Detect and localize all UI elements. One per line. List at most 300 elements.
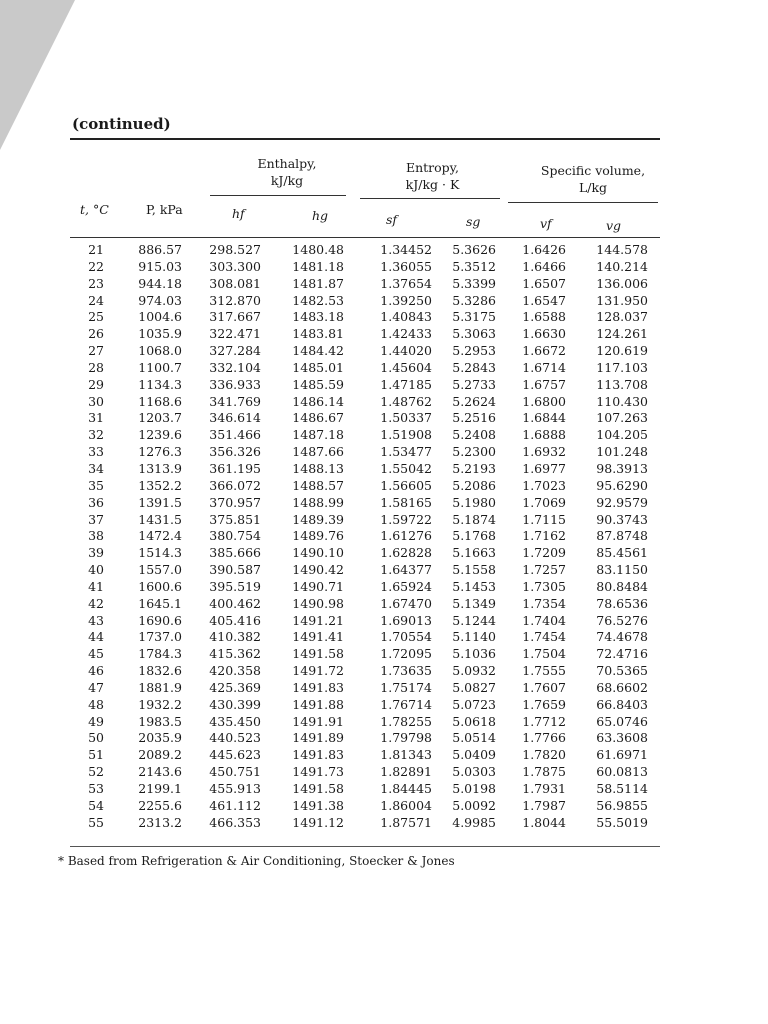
cell-vg: 140.214 <box>596 258 648 274</box>
cell-vf: 1.6630 <box>522 326 566 342</box>
cell-sf: 1.70554 <box>380 629 432 645</box>
cell-p: 2199.1 <box>138 781 182 796</box>
col-header-hf: hf <box>232 206 245 221</box>
cell-sg: 5.3175 <box>452 309 496 325</box>
cell-p: 1881.9 <box>138 679 182 695</box>
cell-sg: 5.2733 <box>452 376 496 392</box>
cell-vf: 1.7607 <box>522 679 566 695</box>
cell-vf: 1.6588 <box>522 309 566 325</box>
cell-sg: 5.0409 <box>452 747 496 763</box>
entropy-header <box>375 159 490 193</box>
cell-sf: 1.53477 <box>380 444 432 460</box>
cell-t: 25 <box>88 309 104 325</box>
cell-t: 33 <box>88 444 104 460</box>
cell-t: 40 <box>88 562 104 578</box>
cell-p: 1276.3 <box>138 444 182 460</box>
cell-t: 27 <box>88 343 104 359</box>
cell-sf: 1.62828 <box>380 545 432 561</box>
cell-vg: 61.6971 <box>596 747 648 763</box>
cell-vg: 120.619 <box>596 343 648 359</box>
cell-sf: 1.55042 <box>380 460 432 476</box>
cell-hg: 1490.10 <box>292 545 344 561</box>
cell-sf: 1.65924 <box>380 578 432 594</box>
cell-t: 32 <box>88 427 104 443</box>
cell-hf: 361.195 <box>209 460 261 476</box>
cell-hf: 440.523 <box>209 730 261 746</box>
cell-p: 886.57 <box>138 242 182 257</box>
cell-sg: 5.2193 <box>452 460 496 476</box>
cell-t: 52 <box>88 764 104 780</box>
cell-vg: 58.5114 <box>596 781 648 796</box>
cell-hf: 380.754 <box>209 528 261 544</box>
cell-vg: 65.0746 <box>596 713 648 729</box>
cell-hf: 390.587 <box>209 562 261 578</box>
cell-vg: 78.6536 <box>596 595 648 611</box>
entropy-header-label: Entropy, <box>405 160 460 175</box>
cell-hf: 450.751 <box>209 764 261 780</box>
cell-p: 1134.3 <box>138 376 182 392</box>
cell-hg: 1482.53 <box>292 292 344 308</box>
cell-sf: 1.58165 <box>380 494 432 510</box>
cell-sf: 1.78255 <box>380 713 432 729</box>
specific-volume-header-unit: L/kg <box>578 180 608 195</box>
cell-hf: 308.081 <box>209 275 261 291</box>
cell-sf: 1.44020 <box>380 343 432 359</box>
cell-hf: 317.667 <box>209 309 261 325</box>
cell-hg: 1480.48 <box>292 242 344 257</box>
cell-hf: 336.933 <box>209 376 261 392</box>
cell-t: 28 <box>88 359 104 375</box>
cell-vg: 98.3913 <box>596 460 648 476</box>
cell-p: 1645.1 <box>138 595 182 611</box>
cell-hg: 1488.99 <box>292 494 344 510</box>
cell-hf: 435.450 <box>209 713 261 729</box>
cell-sf: 1.73635 <box>380 663 432 679</box>
cell-sg: 5.1663 <box>452 545 496 561</box>
cell-sg: 5.2624 <box>452 393 496 409</box>
entropy-header-unit: kJ/kg · K <box>405 177 460 192</box>
cell-hg: 1483.18 <box>292 309 344 325</box>
cell-t: 55 <box>88 814 104 830</box>
cell-hg: 1481.87 <box>292 275 344 291</box>
cell-t: 26 <box>88 326 104 342</box>
cell-vf: 1.7875 <box>522 764 566 780</box>
cell-vg: 117.103 <box>596 359 648 375</box>
cell-hf: 356.326 <box>209 444 261 460</box>
cell-sg: 5.0932 <box>452 663 496 679</box>
cell-hf: 346.614 <box>209 410 261 426</box>
cell-p: 1472.4 <box>138 528 182 544</box>
cell-sg: 5.2300 <box>452 444 496 460</box>
cell-sg: 5.1558 <box>452 562 496 578</box>
cell-p: 1100.7 <box>138 359 182 375</box>
cell-vf: 1.6757 <box>522 376 566 392</box>
cell-vf: 1.7162 <box>522 528 566 544</box>
cell-hg: 1491.83 <box>292 747 344 763</box>
cell-t: 35 <box>88 477 104 493</box>
cell-t: 29 <box>88 376 104 392</box>
cell-vf: 1.7354 <box>522 595 566 611</box>
cell-hf: 322.471 <box>209 326 261 342</box>
col-header-sf: sf <box>386 212 398 227</box>
cell-hf: 327.284 <box>209 343 261 359</box>
cell-sg: 5.3512 <box>452 258 496 274</box>
cell-hf: 370.957 <box>209 494 261 510</box>
cell-vg: 144.578 <box>596 242 648 257</box>
cell-vf: 1.7820 <box>522 747 566 763</box>
cell-vf: 1.8044 <box>522 814 566 830</box>
cell-t: 37 <box>88 511 104 527</box>
cell-hg: 1491.38 <box>292 797 344 813</box>
cell-p: 1932.2 <box>138 696 182 712</box>
cell-vg: 87.8748 <box>596 528 648 544</box>
cell-vg: 90.3743 <box>596 511 648 527</box>
cell-vf: 1.6888 <box>522 427 566 443</box>
column-p <box>120 242 182 832</box>
cell-p: 2035.9 <box>138 730 182 746</box>
cell-vf: 1.7931 <box>522 781 566 796</box>
enthalpy-header-label: Enthalpy, <box>257 156 317 171</box>
cell-p: 1784.3 <box>138 646 182 662</box>
cell-hf: 405.416 <box>209 612 261 628</box>
cell-p: 2255.6 <box>138 797 182 813</box>
cell-p: 1068.0 <box>138 343 182 359</box>
cell-t: 43 <box>88 612 104 628</box>
cell-sf: 1.67470 <box>380 595 432 611</box>
cell-vg: 80.8484 <box>596 578 648 594</box>
specific-volume-header <box>518 162 668 196</box>
cell-hf: 332.104 <box>209 359 261 375</box>
cell-t: 24 <box>88 292 104 308</box>
cell-vg: 63.3608 <box>596 730 648 746</box>
cell-hg: 1485.01 <box>292 359 344 375</box>
enthalpy-header-unit: kJ/kg <box>270 173 304 188</box>
cell-vg: 104.205 <box>596 427 648 443</box>
cell-hf: 445.623 <box>209 747 261 763</box>
cell-sg: 5.1980 <box>452 494 496 510</box>
cell-sf: 1.37654 <box>380 275 432 291</box>
column-vf <box>508 242 566 832</box>
cell-p: 2089.2 <box>138 747 182 763</box>
table-header-rule <box>70 237 660 238</box>
cell-sg: 5.1453 <box>452 578 496 594</box>
cell-vf: 1.6672 <box>522 343 566 359</box>
cell-sf: 1.87571 <box>380 814 432 830</box>
cell-sf: 1.39250 <box>380 292 432 308</box>
cell-t: 44 <box>88 629 104 645</box>
cell-sg: 5.2953 <box>452 343 496 359</box>
cell-hf: 425.369 <box>209 679 261 695</box>
cell-vg: 56.9855 <box>596 797 648 813</box>
cell-t: 34 <box>88 460 104 476</box>
cell-vf: 1.6977 <box>522 460 566 476</box>
column-vg <box>584 242 648 832</box>
enthalpy-header-rule <box>210 195 346 196</box>
cell-hg: 1485.59 <box>292 376 344 392</box>
cell-sf: 1.51908 <box>380 427 432 443</box>
cell-vf: 1.7504 <box>522 646 566 662</box>
cell-vg: 72.4716 <box>596 646 648 662</box>
cell-hg: 1491.73 <box>292 764 344 780</box>
cell-hf: 415.362 <box>209 646 261 662</box>
cell-vf: 1.7555 <box>522 663 566 679</box>
cell-p: 1391.5 <box>138 494 182 510</box>
cell-hg: 1488.57 <box>292 477 344 493</box>
cell-t: 36 <box>88 494 104 510</box>
cell-sg: 5.0303 <box>452 764 496 780</box>
page-title: (continued) <box>72 115 171 133</box>
cell-hg: 1491.41 <box>292 629 344 645</box>
column-t <box>60 242 104 832</box>
cell-sf: 1.79798 <box>380 730 432 746</box>
cell-p: 1239.6 <box>138 427 182 443</box>
cell-vf: 1.6844 <box>522 410 566 426</box>
cell-sf: 1.47185 <box>380 376 432 392</box>
cell-t: 30 <box>88 393 104 409</box>
cell-hg: 1491.88 <box>292 696 344 712</box>
cell-sf: 1.75174 <box>380 679 432 695</box>
cell-vf: 1.7659 <box>522 696 566 712</box>
cell-hf: 312.870 <box>209 292 261 308</box>
cell-vg: 136.006 <box>596 275 648 291</box>
cell-t: 47 <box>88 679 104 695</box>
column-sg <box>440 242 496 832</box>
cell-hg: 1489.39 <box>292 511 344 527</box>
cell-sg: 5.2408 <box>452 427 496 443</box>
cell-vg: 76.5276 <box>596 612 648 628</box>
cell-sf: 1.64377 <box>380 562 432 578</box>
cell-sg: 4.9985 <box>452 814 496 830</box>
cell-sf: 1.82891 <box>380 764 432 780</box>
cell-vg: 70.5365 <box>596 663 648 679</box>
cell-sg: 5.3626 <box>452 242 496 257</box>
cell-p: 1352.2 <box>138 477 182 493</box>
specific-volume-header-rule <box>508 202 658 203</box>
cell-sg: 5.2086 <box>452 477 496 493</box>
cell-sf: 1.50337 <box>380 410 432 426</box>
cell-sf: 1.48762 <box>380 393 432 409</box>
cell-t: 38 <box>88 528 104 544</box>
cell-t: 48 <box>88 696 104 712</box>
cell-vf: 1.7023 <box>522 477 566 493</box>
cell-hf: 351.466 <box>209 427 261 443</box>
cell-sg: 5.1140 <box>452 629 496 645</box>
cell-hg: 1488.13 <box>292 460 344 476</box>
page-corner-shadow <box>0 0 75 150</box>
cell-hg: 1491.72 <box>292 663 344 679</box>
cell-sf: 1.42433 <box>380 326 432 342</box>
cell-vf: 1.7115 <box>522 511 566 527</box>
cell-sg: 5.1036 <box>452 646 496 662</box>
cell-vg: 124.261 <box>596 326 648 342</box>
cell-vg: 55.5019 <box>596 814 648 830</box>
cell-p: 915.03 <box>138 258 182 274</box>
cell-hg: 1490.42 <box>292 562 344 578</box>
cell-hg: 1481.18 <box>292 258 344 274</box>
cell-hf: 298.527 <box>209 242 261 257</box>
cell-sf: 1.86004 <box>380 797 432 813</box>
cell-t: 50 <box>88 730 104 746</box>
col-header-p: P, kPa <box>146 202 183 217</box>
cell-vf: 1.7987 <box>522 797 566 813</box>
column-sf <box>366 242 432 832</box>
cell-sg: 5.2843 <box>452 359 496 375</box>
enthalpy-header <box>232 155 342 189</box>
cell-sg: 5.2516 <box>452 410 496 426</box>
cell-sg: 5.1349 <box>452 595 496 611</box>
col-header-vg: vg <box>606 218 622 233</box>
cell-vf: 1.6800 <box>522 393 566 409</box>
cell-hf: 366.072 <box>209 477 261 493</box>
cell-vg: 95.6290 <box>596 477 648 493</box>
cell-p: 1690.6 <box>138 612 182 628</box>
cell-hg: 1491.58 <box>292 781 344 796</box>
cell-sg: 5.0618 <box>452 713 496 729</box>
cell-vg: 68.6602 <box>596 679 648 695</box>
cell-p: 1313.9 <box>138 460 182 476</box>
cell-vf: 1.6426 <box>522 242 566 257</box>
cell-sf: 1.81343 <box>380 747 432 763</box>
cell-vg: 107.263 <box>596 410 648 426</box>
cell-t: 45 <box>88 646 104 662</box>
cell-t: 49 <box>88 713 104 729</box>
cell-t: 23 <box>88 275 104 291</box>
cell-t: 54 <box>88 797 104 813</box>
cell-sg: 5.3063 <box>452 326 496 342</box>
cell-hg: 1491.58 <box>292 646 344 662</box>
cell-sg: 5.0198 <box>452 781 496 796</box>
cell-t: 53 <box>88 781 104 796</box>
cell-p: 1004.6 <box>138 309 182 325</box>
cell-vf: 1.7069 <box>522 494 566 510</box>
cell-sg: 5.3399 <box>452 275 496 291</box>
cell-hf: 461.112 <box>209 797 261 813</box>
cell-vf: 1.6547 <box>522 292 566 308</box>
cell-p: 1600.6 <box>138 578 182 594</box>
cell-t: 51 <box>88 747 104 763</box>
cell-vf: 1.7404 <box>522 612 566 628</box>
cell-p: 1035.9 <box>138 326 182 342</box>
cell-p: 1203.7 <box>138 410 182 426</box>
cell-vg: 113.708 <box>596 376 648 392</box>
cell-vf: 1.7766 <box>522 730 566 746</box>
entropy-header-rule <box>360 198 500 199</box>
cell-sg: 5.0092 <box>452 797 496 813</box>
cell-vg: 60.0813 <box>596 764 648 780</box>
col-header-hg: hg <box>312 208 329 223</box>
cell-vf: 1.7257 <box>522 562 566 578</box>
cell-sg: 5.1874 <box>452 511 496 527</box>
column-hg <box>278 242 344 832</box>
cell-hf: 466.353 <box>209 814 261 830</box>
cell-p: 1431.5 <box>138 511 182 527</box>
footnote: * Based from Refrigeration & Air Conditioning, Stoecker & Jones <box>58 854 455 868</box>
table-bottom-rule <box>70 846 660 847</box>
cell-sf: 1.72095 <box>380 646 432 662</box>
cell-hf: 430.399 <box>209 696 261 712</box>
cell-t: 46 <box>88 663 104 679</box>
column-hf <box>196 242 261 832</box>
cell-hf: 303.300 <box>209 258 261 274</box>
cell-sf: 1.69013 <box>380 612 432 628</box>
cell-t: 22 <box>88 258 104 274</box>
cell-hg: 1491.83 <box>292 679 344 695</box>
cell-p: 1514.3 <box>138 545 182 561</box>
col-header-t: t, °C <box>80 202 109 217</box>
cell-vf: 1.7454 <box>522 629 566 645</box>
cell-vg: 74.4678 <box>596 629 648 645</box>
cell-hg: 1483.81 <box>292 326 344 342</box>
cell-vg: 92.9579 <box>596 494 648 510</box>
cell-sf: 1.84445 <box>380 781 432 796</box>
cell-hg: 1490.71 <box>292 578 344 594</box>
cell-hg: 1491.89 <box>292 730 344 746</box>
cell-vf: 1.7712 <box>522 713 566 729</box>
cell-hf: 420.358 <box>209 663 261 679</box>
cell-vf: 1.6714 <box>522 359 566 375</box>
cell-p: 1737.0 <box>138 629 182 645</box>
cell-sf: 1.45604 <box>380 359 432 375</box>
cell-vg: 128.037 <box>596 309 648 325</box>
cell-t: 41 <box>88 578 104 594</box>
cell-vg: 110.430 <box>596 393 648 409</box>
col-header-sg: sg <box>466 214 481 229</box>
cell-hg: 1486.14 <box>292 393 344 409</box>
cell-vg: 101.248 <box>596 444 648 460</box>
cell-vg: 66.8403 <box>596 696 648 712</box>
col-header-vf: vf <box>540 216 552 231</box>
cell-t: 31 <box>88 410 104 426</box>
cell-vf: 1.7305 <box>522 578 566 594</box>
cell-hg: 1489.76 <box>292 528 344 544</box>
cell-p: 2143.6 <box>138 764 182 780</box>
cell-sg: 5.3286 <box>452 292 496 308</box>
cell-sf: 1.76714 <box>380 696 432 712</box>
cell-sg: 5.0723 <box>452 696 496 712</box>
cell-sf: 1.40843 <box>380 309 432 325</box>
cell-hg: 1487.18 <box>292 427 344 443</box>
cell-hf: 410.382 <box>209 629 261 645</box>
cell-p: 1983.5 <box>138 713 182 729</box>
cell-sg: 5.1768 <box>452 528 496 544</box>
cell-hf: 341.769 <box>209 393 261 409</box>
cell-sg: 5.0514 <box>452 730 496 746</box>
specific-volume-header-label: Specific volume, <box>540 163 646 178</box>
cell-p: 1832.6 <box>138 663 182 679</box>
cell-p: 974.03 <box>138 292 182 308</box>
cell-hg: 1484.42 <box>292 343 344 359</box>
cell-p: 1557.0 <box>138 562 182 578</box>
cell-p: 944.18 <box>138 275 182 291</box>
cell-hf: 395.519 <box>209 578 261 594</box>
cell-sf: 1.34452 <box>380 242 432 257</box>
cell-t: 42 <box>88 595 104 611</box>
cell-sf: 1.59722 <box>380 511 432 527</box>
cell-sf: 1.56605 <box>380 477 432 493</box>
cell-vf: 1.6507 <box>522 275 566 291</box>
cell-t: 21 <box>88 242 104 257</box>
table-top-rule <box>70 138 660 140</box>
cell-hg: 1487.66 <box>292 444 344 460</box>
cell-hg: 1491.91 <box>292 713 344 729</box>
cell-hg: 1490.98 <box>292 595 344 611</box>
cell-p: 1168.6 <box>138 393 182 409</box>
cell-vg: 85.4561 <box>596 545 648 561</box>
cell-vg: 131.950 <box>596 292 648 308</box>
cell-sf: 1.61276 <box>380 528 432 544</box>
cell-vf: 1.6466 <box>522 258 566 274</box>
cell-hg: 1491.12 <box>292 814 344 830</box>
